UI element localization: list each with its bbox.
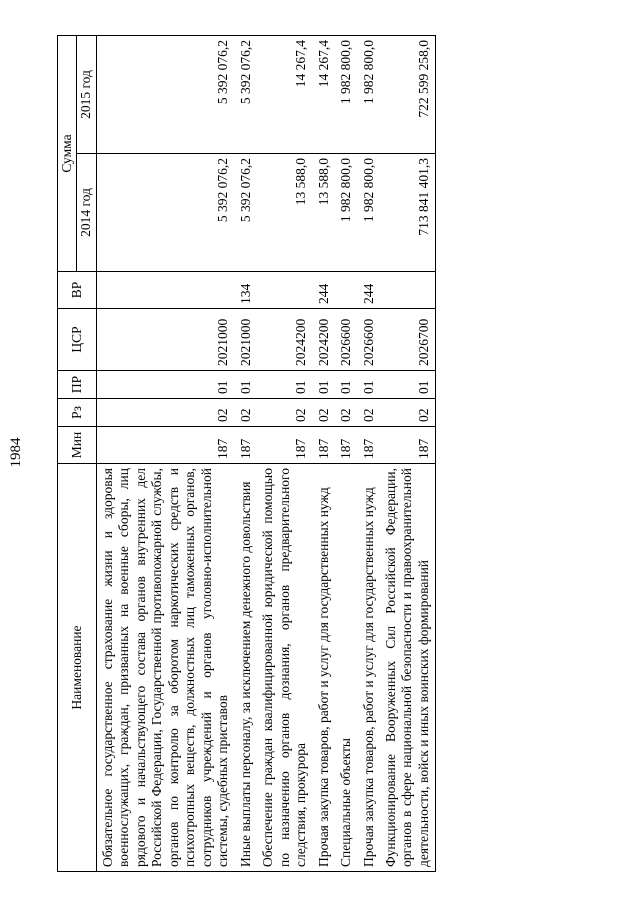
header-name: Наименование <box>58 464 97 872</box>
row-name: Иные выплаты персоналу, за исключением денежного довольствия <box>235 464 257 872</box>
header-2014: 2014 год <box>77 154 96 272</box>
row-rz: 02 <box>235 399 257 427</box>
row-vr: 244 <box>313 272 335 309</box>
row-2014: 1 982 800,0 <box>358 154 380 272</box>
header-sum: Сумма <box>58 35 77 271</box>
row-vr <box>257 272 312 309</box>
row-pr: 01 <box>313 371 335 399</box>
row-csr: 2021000 <box>235 309 257 371</box>
row-name: Специальные объекты <box>335 464 357 872</box>
row-rz: 02 <box>96 399 234 427</box>
row-vr: 244 <box>358 272 380 309</box>
table-row <box>313 35 335 871</box>
row-2015: 1 982 800,0 <box>335 35 357 153</box>
row-min: 187 <box>380 427 436 464</box>
row-pr: 01 <box>380 371 436 399</box>
row-rz: 02 <box>335 399 357 427</box>
row-min: 187 <box>235 427 257 464</box>
row-pr: 01 <box>358 371 380 399</box>
row-pr: 01 <box>235 371 257 399</box>
table-row <box>380 35 436 871</box>
row-name: Прочая закупка товаров, работ и услуг для государственных нужд <box>313 464 335 872</box>
row-2014: 13 588,0 <box>313 154 335 272</box>
row-2015: 722 599 258,0 <box>380 35 436 153</box>
row-name: Прочая закупка товаров, работ и услуг для государственных нужд <box>358 464 380 872</box>
row-2015: 14 267,4 <box>257 35 312 153</box>
row-csr: 2024200 <box>313 309 335 371</box>
row-min: 187 <box>96 427 234 464</box>
row-2014: 713 841 401,3 <box>380 154 436 272</box>
row-name: Обязательное государственное страхование жизни и здоровья военнослужащих, граждан, призванных на военные сборы, лиц рядового и начальствующего состава органов внутренних дел Российской Федерации, Государственной противопожарной службы, органов по контролю за оборотом наркотических средств и психотропных веществ, должностных лиц таможенных органов, сотрудников учреждений и органов уголовно-исполнительной системы, судебных приставов <box>96 464 234 872</box>
row-2014: 1 982 800,0 <box>335 154 357 272</box>
row-min: 187 <box>257 427 312 464</box>
header-vr: ВР <box>58 272 97 309</box>
row-2015: 5 392 076,2 <box>96 35 234 153</box>
row-rz: 02 <box>257 399 312 427</box>
row-rz: 02 <box>358 399 380 427</box>
table-row <box>257 35 312 871</box>
header-csr: ЦСР <box>58 309 97 371</box>
row-vr <box>335 272 357 309</box>
row-pr: 01 <box>96 371 234 399</box>
row-vr <box>96 272 234 309</box>
row-pr: 01 <box>335 371 357 399</box>
row-rz: 02 <box>380 399 436 427</box>
header-row-1 <box>58 35 77 871</box>
row-2014: 13 588,0 <box>257 154 312 272</box>
row-csr: 2026700 <box>380 309 436 371</box>
budget-table <box>57 35 436 872</box>
header-min: Мин <box>58 427 97 464</box>
row-name: Функционирование Вооруженных Сил Российской Федерации, органов в сфере национальной безопасности и правоохранительной деятельности, войск и иных воинских формирований <box>380 464 436 872</box>
row-csr: 2026600 <box>358 309 380 371</box>
header-pr: ПР <box>58 371 97 399</box>
row-csr: 2024200 <box>257 309 312 371</box>
row-min: 187 <box>358 427 380 464</box>
row-name: Обеспечение граждан квалифицированной юридической помощью по назначению органов дознания, органов предварительного следствия, прокурора <box>257 464 312 872</box>
header-2015: 2015 год <box>77 35 96 153</box>
header-rz: Рз <box>58 399 97 427</box>
table-row <box>235 35 257 871</box>
row-vr: 134 <box>235 272 257 309</box>
row-pr: 01 <box>257 371 312 399</box>
table-row <box>358 35 380 871</box>
row-2015: 14 267,4 <box>313 35 335 153</box>
row-min: 187 <box>313 427 335 464</box>
table-row <box>96 35 234 871</box>
row-csr: 2026600 <box>335 309 357 371</box>
row-2015: 1 982 800,0 <box>358 35 380 153</box>
table-row <box>335 35 357 871</box>
row-2015: 5 392 076,2 <box>235 35 257 153</box>
row-csr: 2021000 <box>96 309 234 371</box>
row-rz: 02 <box>313 399 335 427</box>
row-min: 187 <box>335 427 357 464</box>
row-2014: 5 392 076,2 <box>96 154 234 272</box>
row-2014: 5 392 076,2 <box>235 154 257 272</box>
row-vr <box>380 272 436 309</box>
page-number: 1984 <box>8 437 24 468</box>
